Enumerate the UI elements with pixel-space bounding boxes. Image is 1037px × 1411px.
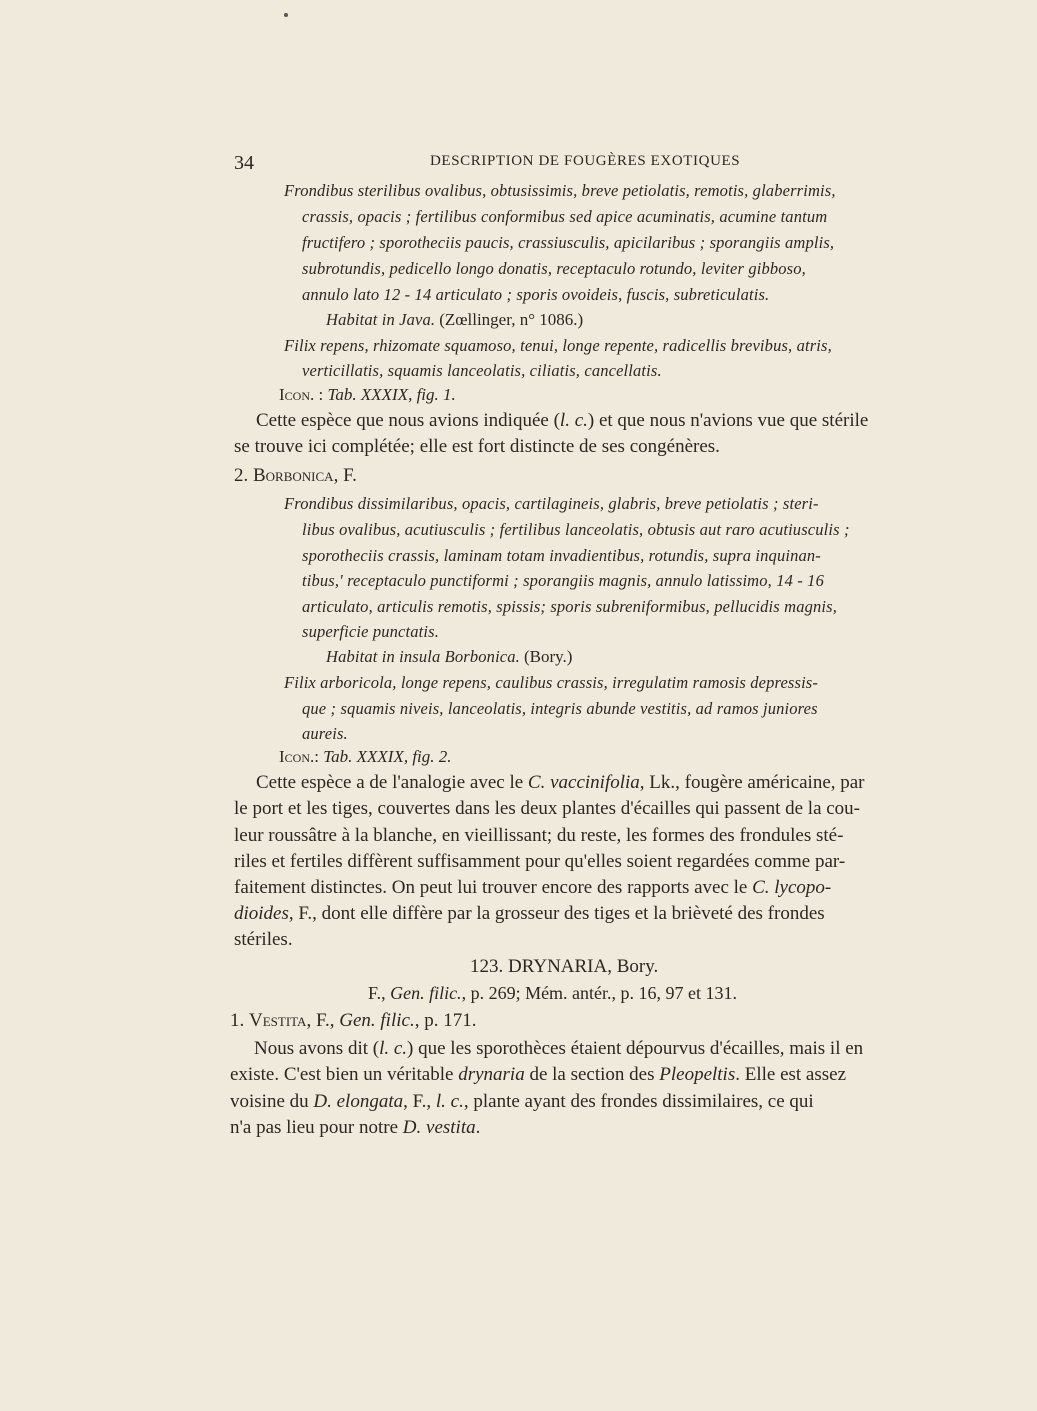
icon-separator: : (314, 385, 328, 404)
latin-diagnosis-line: subrotundis, pedicello longo donatis, receptaculo rotundo, leviter gibboso, (302, 259, 806, 278)
text-segment: , F., (403, 1091, 436, 1112)
latin-diagnosis-line: annulo lato 12 - 14 articulato ; sporis ovoideis, fuscis, subreticulatis. (302, 285, 770, 304)
text-segment: le port et les tiges, couvertes dans les deux plantes d'écailles qui passent de la cou- (234, 798, 861, 819)
filix-line: aureis. (302, 724, 348, 743)
text-segment: faitement distinctes. On peut lui trouver encore des rapports avec le (234, 877, 753, 898)
citation: l. c. (559, 410, 588, 431)
taxon-name: Pleopeltis (659, 1064, 736, 1085)
taxon-name: dioides (234, 903, 289, 924)
body-text-line (254, 1038, 863, 1060)
text-segment: stériles. (234, 929, 293, 950)
species-author: , F. (333, 465, 357, 486)
latin-diagnosis-line: superficie punctatis. (302, 622, 439, 641)
icon-label: Icon. (279, 747, 315, 766)
plate-reference: Tab. XXXIX, fig. 2. (323, 747, 452, 766)
work-title: Gen. filic. (339, 1010, 415, 1031)
collector-ref: (Bory.) (523, 647, 573, 666)
text-segment: F., (368, 983, 391, 1003)
body-text-line (256, 410, 868, 432)
body-text-line (234, 436, 720, 458)
filix-line: que ; squamis niveis, lanceolatis, integris abunde vestitis, ad ramos juniores (302, 699, 818, 718)
plate-reference: Tab. XXXIX, fig. 1. (327, 385, 456, 404)
page-header (234, 152, 934, 174)
latin-diagnosis-line: libus ovalibus, acutiusculis ; fertilibus lanceolatis, obtusis aut raro acutiusculis ; (302, 520, 850, 539)
taxon-name: drynaria (458, 1064, 525, 1085)
filix-line: Filix arboricola, longe repens, caulibus crassis, irregulatim ramosis depressis- (284, 673, 819, 692)
text-segment: leur roussâtre à la blanche, en vieillissant; du reste, les formes des frondules sté- (234, 825, 844, 846)
text-segment: , Lk., fougère américaine, par (639, 772, 865, 793)
species-author: , F., (306, 1010, 340, 1031)
text-segment: existe. C'est bien un véritable (230, 1064, 459, 1085)
text-segment: ) et que nous n'avions vue que stérile (587, 410, 869, 431)
body-text-line (234, 877, 831, 899)
latin-diagnosis-line: Frondibus sterilibus ovalibus, obtusissimis, breve petiolatis, remotis, glaberrimis, (284, 181, 836, 200)
body-text-line (234, 851, 845, 873)
body-text-line (234, 929, 293, 951)
habitat-text: Habitat in insula Borbonica. (326, 647, 520, 666)
body-text-line (230, 1064, 846, 1086)
text-segment: ) que les sporothèces étaient dépourvus d'écailles, mais il en (407, 1038, 864, 1059)
text-segment: . (475, 1117, 481, 1138)
work-title: Gen. filic. (390, 983, 462, 1003)
text-segment: Nous avons dit ( (254, 1038, 380, 1059)
text-segment: riles et fertiles diffèrent suffisamment pour qu'elles soient regardées comme par- (234, 851, 846, 872)
body-text-line (234, 903, 825, 925)
species-name: Borbonica (253, 465, 334, 486)
text-segment: . Elle est assez (735, 1064, 847, 1085)
text-segment: Cette espèce que nous avions indiquée ( (256, 410, 560, 431)
genus-heading: 123. DRYNARIA, Bory. (470, 956, 659, 977)
running-title: DESCRIPTION DE FOUGÈRES EXOTIQUES (430, 153, 741, 169)
species-number: 1. (230, 1010, 245, 1031)
text-segment: Cette espèce a de l'analogie avec le (256, 772, 528, 793)
text-segment: voisine du (230, 1091, 314, 1112)
species-name: Vestita (249, 1010, 307, 1031)
taxon-name: C. lycopo- (752, 877, 832, 898)
icon-separator: : (314, 747, 324, 766)
page-ref: , p. 171. (414, 1010, 477, 1031)
body-text-line (234, 825, 843, 847)
icon-plate-line (279, 385, 456, 405)
taxon-name: D. vestita (402, 1117, 476, 1138)
latin-diagnosis-line: tibus,' receptaculo punctiformi ; sporangiis magnis, annulo latissimo, 14 - 16 (302, 571, 824, 590)
page-number: 34 (234, 152, 254, 174)
habitat-line (326, 647, 572, 667)
taxon-name: C. vaccinifolia (527, 772, 640, 793)
body-text-line (230, 1091, 814, 1113)
collector-ref: (Zœllinger, n° 1086.) (439, 310, 584, 329)
filix-line: Filix repens, rhizomate squamoso, tenui, longe repente, radicellis brevibus, atris, (284, 336, 832, 355)
body-text-line (256, 772, 865, 794)
latin-diagnosis-line: crassis, opacis ; fertilibus conformibus sed apice acuminatis, acumine tantum (302, 207, 828, 226)
latin-diagnosis-line: fructifero ; sporotheciis paucis, crassiusculis, apicilaribus ; sporangiis amplis, (302, 233, 835, 252)
body-text-line (230, 1117, 480, 1139)
citation: l. c. (379, 1038, 408, 1059)
taxon-name: D. elongata (313, 1091, 404, 1112)
ink-speck (284, 13, 288, 17)
species-number: 2. (234, 465, 249, 486)
habitat-text: Habitat in Java. (326, 310, 436, 329)
icon-label: Icon. (279, 385, 315, 404)
text-segment: se trouve ici complétée; elle est fort distincte de ses congénères. (234, 436, 720, 457)
latin-diagnosis-line: articulato, articulis remotis, spissis; sporis subreniformibus, pellucidis magnis, (302, 597, 837, 616)
citation: l. c. (435, 1091, 464, 1112)
genus-reference (368, 983, 737, 1004)
text-segment: , F., dont elle diffère par la grosseur des tiges et la brièveté des frondes (288, 903, 825, 924)
text-segment: n'a pas lieu pour notre (230, 1117, 403, 1138)
text-segment: , p. 269; Mém. antér., p. 16, 97 et 131. (461, 983, 738, 1003)
text-segment: , plante ayant des frondes dissimilaires, ce qui (463, 1091, 814, 1112)
icon-plate-line (279, 747, 452, 767)
filix-line: verticillatis, squamis lanceolatis, ciliatis, cancellatis. (302, 361, 662, 380)
habitat-line (326, 310, 583, 330)
latin-diagnosis-line: Frondibus dissimilaribus, opacis, cartilagineis, glabris, breve petiolatis ; steri- (284, 494, 819, 513)
body-text-line (234, 798, 860, 820)
species-heading (230, 1010, 476, 1032)
latin-diagnosis-line: sporotheciis crassis, laminam totam invadientibus, rotundis, supra inquinan- (302, 546, 821, 565)
text-segment: de la section des (524, 1064, 660, 1085)
species-heading (234, 465, 357, 487)
